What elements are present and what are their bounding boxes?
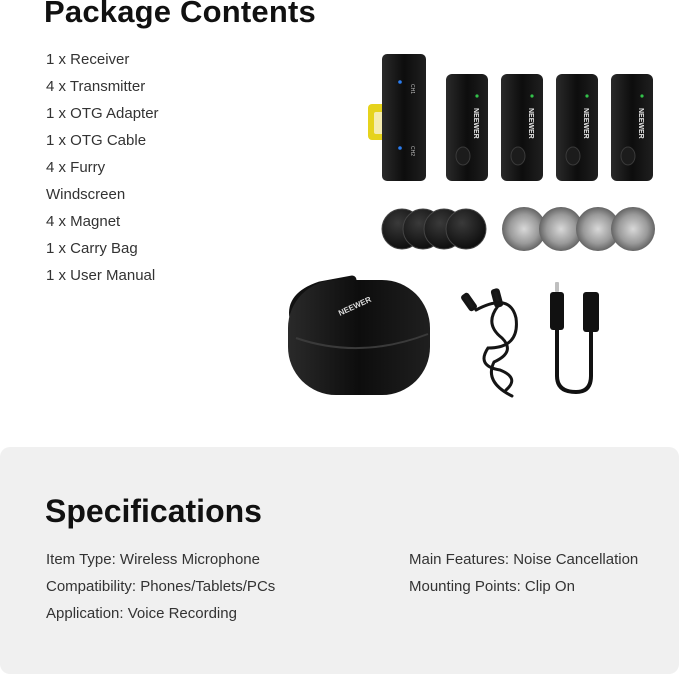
page-title: Package Contents [44, 0, 316, 29]
specifications-title: Specifications [45, 493, 262, 529]
adapter-plug [550, 292, 564, 330]
cable-coil [476, 303, 516, 390]
spec-item: Application: Voice Recording [46, 605, 237, 622]
transmitter-image [501, 74, 543, 181]
carry-bag-image [288, 280, 430, 395]
transmitter-brand-logo: NEEWER [637, 108, 644, 139]
specifications-left-column [46, 549, 275, 630]
adapter-socket [583, 292, 599, 332]
windscreens-image [502, 207, 655, 251]
transmitter-body [556, 74, 598, 181]
indicator-light [530, 94, 533, 97]
cable-coil [491, 306, 512, 396]
contents-item: 1 x Carry Bag [46, 240, 138, 257]
indicator-light [640, 94, 643, 97]
transmitters-group [446, 74, 653, 181]
package-contents-list [46, 49, 159, 292]
transmitter-button [621, 147, 635, 165]
contents-item: 1 x OTG Adapter [46, 105, 159, 122]
spec-item: Main Features: Noise Cancellation [409, 551, 639, 568]
bag-brand-logo: NEEWER [337, 294, 373, 318]
transmitter-body [446, 74, 488, 181]
contents-item: 1 x Receiver [46, 51, 130, 68]
furry-windscreen [611, 207, 655, 251]
receiver-channel-label: CH2 [409, 146, 415, 157]
contents-item: 4 x Furry [46, 159, 106, 176]
transmitter-body [611, 74, 653, 181]
indicator-light [475, 94, 478, 97]
adapter-plug-tip [555, 282, 559, 292]
transmitter-image [611, 74, 653, 181]
transmitter-button [511, 147, 525, 165]
indicator-light [398, 146, 402, 150]
transmitter-button [456, 147, 470, 165]
contents-item: Windscreen [46, 186, 126, 203]
product-illustration [280, 48, 670, 408]
transmitter-image [446, 74, 488, 181]
indicator-light [398, 80, 402, 84]
otg-cable-image [462, 289, 516, 396]
receiver-image [368, 54, 426, 181]
transmitter-button [566, 147, 580, 165]
magnets-image [382, 209, 486, 249]
transmitter-image [556, 74, 598, 181]
contents-item: 1 x OTG Cable [46, 132, 147, 149]
spec-item: Item Type: Wireless Microphone [46, 551, 260, 568]
bag-body [288, 280, 430, 395]
contents-item: 4 x Magnet [46, 213, 121, 230]
receiver-channel-label: CH1 [409, 84, 415, 95]
specifications-right-column [409, 549, 638, 603]
receiver-body [382, 54, 426, 181]
transmitter-brand-logo: NEEWER [527, 108, 534, 139]
indicator-light [585, 94, 588, 97]
spec-item: Mounting Points: Clip On [409, 578, 575, 595]
cable-connector [462, 294, 476, 311]
transmitter-body [501, 74, 543, 181]
spec-item: Compatibility: Phones/Tablets/PCs [46, 578, 276, 595]
otg-adapter-image [550, 282, 599, 392]
adapter-cable [557, 330, 591, 392]
contents-item: 4 x Transmitter [46, 78, 146, 95]
transmitter-brand-logo: NEEWER [472, 108, 479, 139]
magnet-disc [446, 209, 486, 249]
transmitter-brand-logo: NEEWER [582, 108, 589, 139]
contents-item: 1 x User Manual [46, 267, 156, 284]
